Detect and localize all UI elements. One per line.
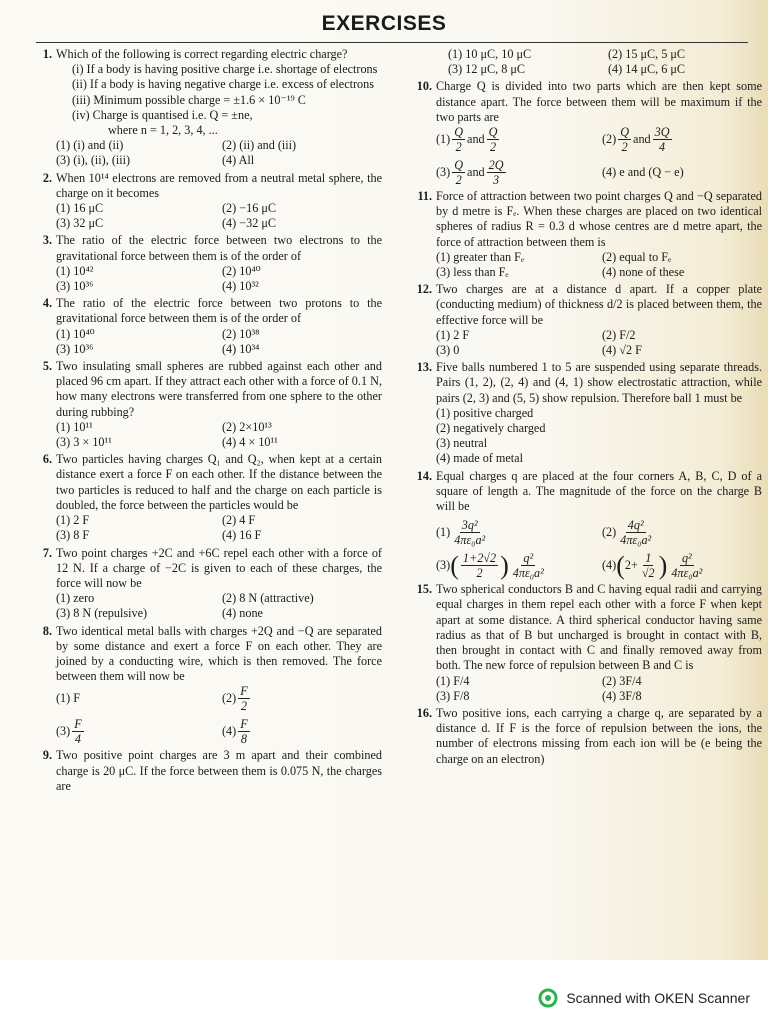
option: (2) 15 μC, 5 μC [608,47,686,61]
option: (3) neutral [436,436,488,451]
option: (3) 3 × 10¹¹ [56,435,112,450]
question-text: Two particles having charges Q₁ and Q₂, when kept at a certain distance exert a force F on each other. If the distance between the two particles is reduced to half and the charge on each particle is doubled, the force between the particles would be [56,452,382,512]
numerator: Q [620,125,630,140]
question-number: 11. [417,189,432,204]
question-number: 8. [42,623,52,638]
fraction [452,158,465,187]
question-text: Two insulating small spheres are rubbed against each other and placed 96 cm apart. If they attract each other with a force of 0.1 N, how many electrons were transferred from one sphere to the other during rubbing? [56,359,382,419]
option [56,684,216,713]
question-text: Two charges are at a distance d apart. If a copper plate (conducting medium) of thickness d/2 is placed between them, the effective force will be [436,282,762,327]
fraction [452,125,465,154]
option-label: (4) [222,724,237,739]
denominator: 3 [493,173,500,188]
option: (1) zero [56,591,95,606]
option: (4) √2 F [602,343,642,358]
fraction [487,125,500,154]
question-8 [30,624,382,747]
question-number: 10. [416,79,432,94]
question-text: Force of attraction between two point charges Q and −Q separated by d metre is Fₑ. When these charges are placed on two identical spheres of radius R = 0.3 d whose centres are d metre apart, the force of attraction between them is [436,189,762,249]
options [56,591,382,621]
fraction [618,518,653,547]
option [602,518,762,547]
option [436,518,596,547]
option: (2) 3F/4 [602,673,642,688]
options [436,328,762,358]
question-text: Two identical metal balls with charges +2Q and −Q are separated by some distance and exert a force F on each other. They are joined by a conducting wire, which is then removed. The force between them will now be [56,623,382,684]
option: (1) greater than Fₑ [436,249,525,264]
options [56,513,382,543]
question-number: 1. [42,47,52,61]
option: (3) less than Fₑ [436,265,509,280]
option-label: (3) [436,558,451,573]
numerator: Q [488,125,498,140]
option: (1) 10 μC, 10 μC [448,47,532,61]
option: (3) 10³⁶ [56,279,94,294]
open-paren: ( [450,550,459,580]
option: (2) 10⁴⁰ [222,263,261,278]
statement: (i) If a body is having positive charge i.e. shortage of electrons [72,62,378,77]
denominator: 2 [490,140,497,155]
numerator: F [240,684,248,699]
options [436,674,762,704]
option: (3) F/8 [436,688,470,703]
oken-scanner-logo-icon [538,988,558,1008]
question-text: Two positive ions, each carrying a charge q, are separated by a distance d. If F is the force of repulsion between the ions, the number of electrons missing from each ion will be (e being the charge on an electron) [436,705,762,766]
question-2 [30,171,382,232]
close-paren: ) [658,550,668,580]
denominator: 4 [659,140,666,155]
option-label: (2) [602,525,617,540]
denominator: 4πε₀a² [512,566,544,581]
denominator: 4 [74,732,81,747]
question-7 [30,546,382,622]
option [222,684,382,713]
option-label: (1) [436,525,451,540]
question-12 [410,282,762,358]
numerator: 3q² [461,518,478,533]
option: (3) 12 μC, 8 μC [448,62,526,77]
option: (3) 10³⁶ [56,341,94,356]
options [56,264,382,294]
option-label: (2) [222,691,237,706]
question-text: Which of the following is correct regarding electric charge? [56,47,348,61]
option: (2) F/2 [602,327,636,342]
fraction [640,551,657,580]
options [56,420,382,450]
question-16 [410,706,762,767]
option-label: (4) e and (Q − e) [602,164,684,179]
numerator: F [74,717,82,732]
numerator: Q [454,125,464,140]
denominator: 2 [455,140,462,155]
option: (2) 10³⁸ [222,326,260,341]
denominator: 2 [455,173,462,188]
denominator: 2 [476,566,483,581]
fraction [452,518,487,547]
statement: (ii) If a body is having negative charge i.e. excess of electrons [72,77,374,92]
option: (3) 8 F [56,528,90,543]
denominator: 4πε₀a² [620,533,652,548]
option: (4) none of these [602,265,685,280]
conjunction: and [633,131,651,146]
question-1 [30,47,382,169]
option: (1) 10⁴⁰ [56,326,95,341]
option [602,551,762,580]
question-text: Two positive point charges are 3 m apart and their combined charge is 20 μC. If the force between them is 0.075 N, the charges are [56,748,382,793]
question-text: The ratio of the electric force between two protons to the gravitational force between them is of the order of [56,296,382,326]
option: (4) −32 μC [222,216,277,231]
question-number: 15. [416,582,432,597]
numerator: Q [454,158,464,173]
numerator: 4q² [627,518,644,533]
option: (2) −16 μC [222,201,277,216]
option [56,717,216,746]
question-number: 4. [42,296,52,311]
option: (3) 32 μC [56,216,104,231]
option [436,551,596,580]
question-14 [410,469,762,581]
option-label: (1) [436,131,451,146]
question-number: 12. [416,282,432,297]
scanner-label: Scanned with OKEN Scanner [566,990,750,1006]
option: (1) positive charged [436,405,534,420]
option [602,125,762,154]
question-number: 9. [42,748,52,763]
denominator: 2 [240,699,247,714]
option: (4) 14 μC, 6 μC [608,62,686,77]
question-9-options [410,47,762,77]
option: (2) equal to Fₑ [602,249,672,264]
math-term: 2+ [624,558,638,573]
question-text: Charge Q is divided into two parts which are then kept some distance apart. The force between them will be maximum if the two parts are [436,79,762,124]
denominator: 8 [240,732,247,747]
fraction [669,551,704,580]
option: (4) 10³⁴ [222,341,260,356]
option: (4) All [222,153,255,168]
question-number: 14. [416,468,432,483]
options [436,518,762,580]
question-9 [30,748,382,794]
numerator: q² [681,551,692,566]
numerator: 1+2√2 [462,551,497,566]
question-number: 16. [416,705,432,720]
conjunction: and [467,164,485,179]
option: (4) none [222,606,263,621]
denominator: 4πε₀a² [454,533,486,548]
fraction [461,551,498,580]
option: (2) 4 F [222,513,256,528]
question-10 [410,79,762,187]
question-number: 5. [42,359,52,374]
option-label: (3) [436,164,451,179]
options [56,138,382,168]
option-label: (3) [56,724,71,739]
question-5 [30,359,382,450]
denominator: 4πε₀a² [671,566,703,581]
option: (4) made of metal [436,451,523,466]
options [436,125,762,187]
option [436,158,596,187]
option: (4) 16 F [222,528,262,543]
question-text: Two spherical conductors B and C having equal radii and carrying equal charges in them repel each other with a force F when kept apart at some distance. A third spherical conductor having same radius as that of B but uncharged is brought in contact with B, then brought in contact with C and finally removed away from both. The new force of repulsion between B and C is [436,582,762,673]
option: (3) (i), (ii), (iii) [56,153,131,168]
options [56,684,382,746]
option: (1) (i) and (ii) [56,138,124,153]
question-number: 7. [42,545,52,560]
fraction [72,717,83,746]
right-column [410,47,762,769]
options [56,201,382,231]
close-paren: ) [500,550,509,580]
fraction [487,158,506,187]
question-11 [410,189,762,280]
question-13 [410,360,762,466]
fraction [653,125,672,154]
option: (1) 10⁴² [56,263,94,278]
question-number: 13. [416,360,432,375]
left-column [30,47,382,796]
option: (3) 8 N (repulsive) [56,606,148,621]
statement: (iv) Charge is quantised i.e. Q = ±ne, [72,107,253,122]
statement: (iii) Minimum possible charge = ±1.6 × 10⁻¹⁹ C [72,92,306,107]
question-15 [410,582,762,704]
denominator: 2 [621,140,628,155]
options [448,47,762,77]
question-number: 2. [42,170,52,185]
option: (1) 10¹¹ [56,419,93,434]
fraction [238,684,249,713]
question-text: Two point charges +2C and +6C repel each other with a force of 12 N. If a charge of −2C is given to each of these charges, the force will now be [56,545,382,590]
option: (1) 2 F [436,327,470,342]
fraction [511,551,546,580]
conjunction: and [467,131,485,146]
option: (4) 3F/8 [602,688,642,703]
option-label: (4) [602,558,617,573]
open-paren: ( [616,550,625,580]
question-number: 3. [42,233,52,248]
numerator: 3Q [654,125,670,140]
option [222,717,382,746]
question-text: Equal charges q are placed at the four corners A, B, C, D of a square of length a. The magnitude of the force on the charge B will be [436,468,762,514]
option: (2) 8 N (attractive) [222,591,314,606]
scanner-badge [538,988,750,1008]
scanner-footer [0,960,768,1024]
options [436,250,762,280]
fraction [238,717,249,746]
option: (1) 2 F [56,513,90,528]
option-label: (1) F [56,691,81,706]
title-divider [36,42,748,43]
option: (2) 2×10¹³ [222,419,272,434]
option: (2) negatively charged [436,421,546,436]
option: (1) F/4 [436,673,470,688]
question-4 [30,296,382,357]
option: (3) 0 [436,343,460,358]
options [56,327,382,357]
option-label: (2) [602,131,617,146]
question-text: The ratio of the electric force between two electrons to the gravitational force between them is of the order of [56,233,382,263]
option: (1) 16 μC [56,201,104,216]
question-number: 6. [42,452,52,467]
question-3 [30,233,382,294]
statement: where n = 1, 2, 3, 4, ... [108,123,218,138]
numerator: 1 [645,551,652,566]
numerator: 2Q [488,158,504,173]
question-text: Five balls numbered 1 to 5 are suspended using separate threads. Pairs (1, 2), (2, 4) and (4, 1) show electrostatic attraction, while pairs (2, 3) and (5, 5) show repulsion. Therefore ball 1 must be [436,360,762,405]
option: (4) 10³² [222,279,259,294]
numerator: q² [523,551,534,566]
denominator: √2 [641,566,655,581]
option [436,125,596,154]
option [602,158,762,187]
question-6 [30,452,382,543]
page-title: EXERCISES [321,12,447,35]
fraction [618,125,631,154]
question-text: When 10¹⁴ electrons are removed from a neutral metal sphere, the charge on it becomes [56,170,382,200]
numerator: F [240,717,248,732]
option: (4) 4 × 10¹¹ [222,435,278,450]
option: (2) (ii) and (iii) [222,138,297,153]
